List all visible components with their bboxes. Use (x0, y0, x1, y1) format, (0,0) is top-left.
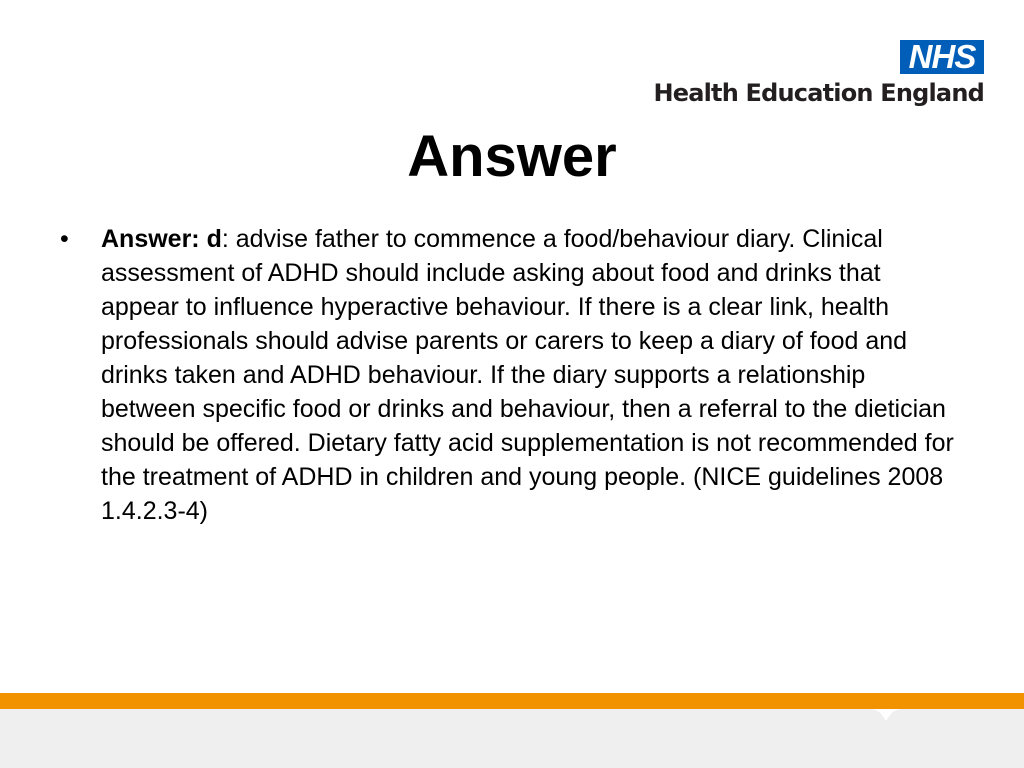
footer-band (0, 693, 1024, 768)
footer-wave-graphic (0, 693, 1024, 768)
organisation-name: Health Education England (653, 79, 984, 107)
answer-key-label: Answer: d (101, 225, 222, 253)
bullet-icon: • (60, 225, 69, 253)
footer-grey-panel (0, 709, 1024, 768)
slide-title: Answer (407, 124, 617, 189)
hee-logo (624, 40, 984, 112)
nhs-logo: NHS (900, 40, 984, 74)
answer-explanation: : advise father to commence a food/behaviour diary. Clinical assessment of ADHD should include asking about food and drinks that appear to influence hyperactive behaviour. If there is a clear link, health professionals should advise parents or carers to keep a diary of food and drinks taken and ADHD behaviour. If the diary supports a relationship between specific food or drinks and behaviour, then a referral to the dietician should be offered. Dietary fatty acid supplementation is not recommended for the treatment of ADHD in children and young people. (NICE guidelines 2008 1.4.2.3-4) (101, 225, 954, 525)
footer-orange-stripe (0, 693, 1024, 709)
answer-list (60, 222, 960, 528)
answer-bullet (60, 222, 960, 528)
